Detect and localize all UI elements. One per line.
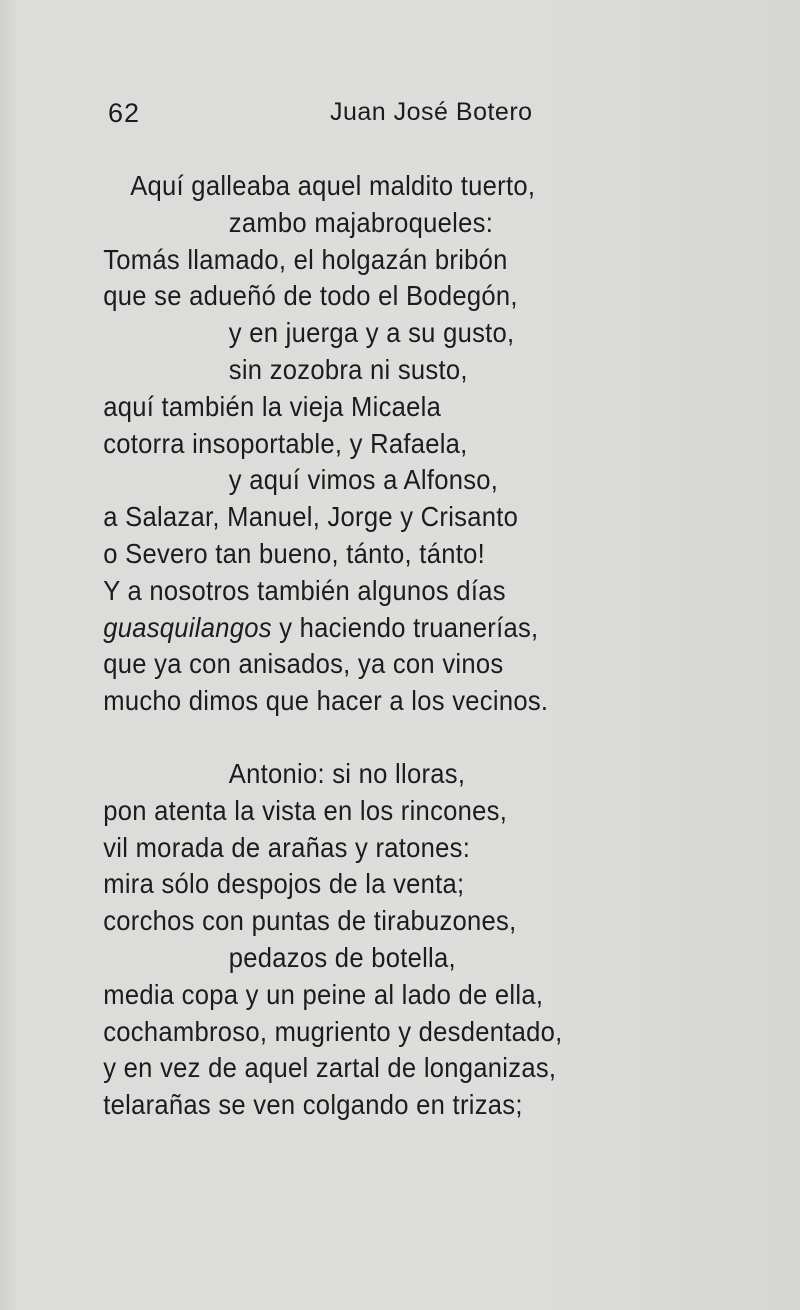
verse-line: que se adueñó de todo el Bodegón, xyxy=(103,280,518,312)
verse-line: Antonio: si no lloras, xyxy=(228,757,466,789)
verse-line: zambo majabroqueles: xyxy=(228,206,494,238)
verse-line: mucho dimos que hacer a los vecinos. xyxy=(103,685,549,717)
verse-line: corchos con puntas de tirabuzones, xyxy=(103,905,517,937)
verse-line: vil morada de arañas y ratones: xyxy=(103,831,471,863)
verse-line: cotorra insoportable, y Rafaela, xyxy=(103,427,468,459)
page-header xyxy=(0,98,800,138)
running-head: Juan José Botero xyxy=(330,98,533,126)
verse-line xyxy=(0,610,744,647)
poem xyxy=(0,168,800,1124)
verse-line: y en juerga y a su gusto, xyxy=(228,317,515,349)
verse-line: Tomás llamado, el holgazán bribón xyxy=(103,243,508,275)
page-number: 62 xyxy=(108,98,141,128)
verse-line: y aquí vimos a Alfonso, xyxy=(228,464,499,496)
verse-line: sin zozobra ni susto, xyxy=(228,353,468,385)
verse-line: o Severo tan bueno, tánto, tánto! xyxy=(103,537,485,569)
verse-line-rest: y haciendo truanerías, xyxy=(271,611,539,643)
verse-line: aquí también la vieja Micaela xyxy=(103,390,442,422)
stanza-2 xyxy=(0,756,800,1124)
verse-line: mira sólo despojos de la venta; xyxy=(103,868,465,900)
verse-line: pon atenta la vista en los rincones, xyxy=(103,794,508,826)
verse-line: media copa y un peine al lado de ella, xyxy=(103,978,544,1010)
verse-line: Y a nosotros también algunos días xyxy=(103,574,506,606)
italic-word: guasquilangos xyxy=(103,611,272,643)
verse-line: Aquí galleaba aquel maldito tuerto, xyxy=(130,170,536,201)
stanza-1 xyxy=(0,168,800,720)
verse-line: cochambroso, mugriento y desdentado, xyxy=(103,1015,563,1047)
verse-line: pedazos de botella, xyxy=(228,941,456,973)
verse-line: y en vez de aquel zartal de longanizas, xyxy=(103,1052,557,1084)
verse-line: telarañas se ven colgando en trizas; xyxy=(103,1089,523,1121)
verse-line: a Salazar, Manuel, Jorge y Crisanto xyxy=(103,501,519,533)
verse-line: que ya con anisados, ya con vinos xyxy=(103,648,504,680)
